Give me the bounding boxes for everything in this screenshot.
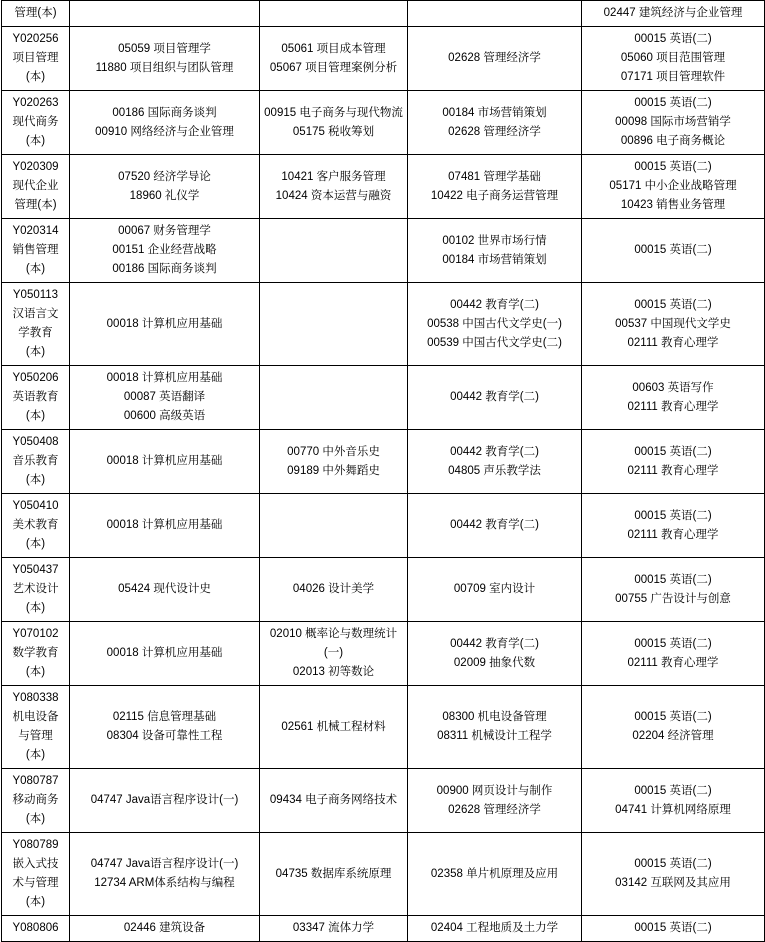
cell-line: 管理(本) <box>14 199 57 211</box>
subject-cell-3 <box>408 283 582 366</box>
subject-cell-2 <box>260 833 408 916</box>
subject-cell-2 <box>260 558 408 622</box>
table-row <box>2 366 765 430</box>
cell-line: (本) <box>25 749 46 761</box>
subject-cell-2 <box>260 91 408 155</box>
cell-line: 学教育 <box>18 327 53 339</box>
cell-line: 02561 机械工程材料 <box>281 720 386 733</box>
cell-line: 02111 教育心理学 <box>627 656 719 669</box>
subject-cell-1 <box>70 558 260 622</box>
subject-cell-1 <box>70 686 260 769</box>
cell-line: 00015 英语(二) <box>634 244 712 256</box>
subject-cell-3 <box>408 91 582 155</box>
major-cell <box>2 219 70 283</box>
cell-line: 04805 声乐教学法 <box>448 464 541 477</box>
subject-cell-2 <box>260 219 408 283</box>
subject-cell-2 <box>260 27 408 91</box>
cell-line: Y050206 <box>12 372 59 384</box>
cell-line: 艺术设计 <box>12 583 59 595</box>
cell-line: 00770 中外音乐史 <box>287 445 380 458</box>
cell-line: 02628 管理经济学 <box>448 803 541 816</box>
subject-cell-2 <box>260 430 408 494</box>
cell-line: 术与管理 <box>12 877 59 889</box>
subject-cell-3 <box>408 366 582 430</box>
cell-line: 00900 网页设计与制作 <box>436 784 553 797</box>
subject-cell-3 <box>408 27 582 91</box>
major-cell <box>2 430 70 494</box>
table-row <box>2 430 765 494</box>
subject-cell-1 <box>70 283 260 366</box>
cell-line: (本) <box>25 135 46 147</box>
major-cell <box>2 1 70 27</box>
cell-line: Y020314 <box>12 225 59 237</box>
cell-line: (本) <box>25 346 46 358</box>
subject-cell-2 <box>260 686 408 769</box>
cell-line: (本) <box>25 263 46 275</box>
subject-cell-4 <box>582 558 765 622</box>
cell-line: 00018 计算机应用基础 <box>106 455 223 467</box>
cell-line: 02013 初等数论 <box>292 666 375 678</box>
table-row <box>2 283 765 366</box>
cell-line: (本) <box>25 896 46 908</box>
table-row <box>2 686 765 769</box>
subject-cell-4 <box>582 91 765 155</box>
table-row <box>2 1 765 27</box>
cell-line: 嵌入式技 <box>12 858 59 870</box>
cell-line: 12734 ARM体系结构与编程 <box>94 877 235 889</box>
cell-line: 02010 概率论与数理统计 <box>269 628 398 640</box>
cell-line: 05424 现代设计史 <box>118 583 211 595</box>
major-cell <box>2 91 70 155</box>
cell-line: 10423 销售业务管理 <box>620 199 726 211</box>
subject-cell-2 <box>260 283 408 366</box>
subject-cell-1 <box>70 622 260 686</box>
subject-cell-3 <box>408 430 582 494</box>
cell-line: 00442 教育学(二) <box>450 519 539 531</box>
cell-line: 00184 市场营销策划 <box>442 106 547 119</box>
cell-line: 现代企业 <box>12 180 59 192</box>
subject-cell-1 <box>70 769 260 833</box>
subject-cell-1 <box>70 27 260 91</box>
major-cell <box>2 366 70 430</box>
major-cell <box>2 283 70 366</box>
exam-schedule-table <box>1 0 765 942</box>
cell-line: 00015 英语(二) <box>634 298 712 311</box>
cell-line: 04747 Java语言程序设计(一) <box>90 794 239 806</box>
cell-line: 00015 英语(二) <box>634 573 712 586</box>
subject-cell-2 <box>260 366 408 430</box>
cell-line: 00098 国际市场营销学 <box>615 116 731 128</box>
cell-line: 00538 中国古代文学史(一) <box>427 317 562 330</box>
subject-cell-4 <box>582 27 765 91</box>
cell-line: 美术教育 <box>12 519 59 531</box>
subject-cell-1 <box>70 155 260 219</box>
cell-line: 02115 信息管理基础 <box>112 711 217 723</box>
cell-line: 00442 教育学(二) <box>450 445 539 458</box>
cell-line: 11880 项目组织与团队管理 <box>95 61 234 74</box>
cell-line: Y050408 <box>12 436 59 448</box>
cell-line: 02447 建筑经济与企业管理 <box>603 7 743 19</box>
cell-line: 00537 中国现代文学史 <box>615 317 731 330</box>
cell-line: 00015 英语(二) <box>634 509 712 522</box>
cell-line: 03142 互联网及其应用 <box>615 877 731 889</box>
cell-line: 00015 英语(二) <box>634 33 712 45</box>
cell-line: 00755 广告设计与创意 <box>615 592 731 605</box>
major-cell <box>2 833 70 916</box>
subject-cell-4 <box>582 833 765 916</box>
subject-cell-3 <box>408 916 582 942</box>
cell-line: 汉语言文 <box>12 308 59 320</box>
subject-cell-3 <box>408 494 582 558</box>
cell-line: 00102 世界市场行情 <box>442 234 547 247</box>
major-cell <box>2 27 70 91</box>
cell-line: 04747 Java语言程序设计(一) <box>90 858 239 870</box>
subject-cell-3 <box>408 219 582 283</box>
cell-line: 00018 计算机应用基础 <box>106 519 223 531</box>
cell-line: 00151 企业经营战略 <box>112 244 217 256</box>
major-cell <box>2 769 70 833</box>
table-row <box>2 769 765 833</box>
major-cell <box>2 494 70 558</box>
cell-line: 00915 电子商务与现代物流 <box>264 106 403 119</box>
cell-line: 05175 税收筹划 <box>292 125 375 138</box>
cell-line: 00539 中国古代文学史(二) <box>427 336 562 349</box>
cell-line: Y020309 <box>12 161 59 173</box>
major-cell <box>2 558 70 622</box>
subject-cell-3 <box>408 558 582 622</box>
cell-line: Y050437 <box>12 564 59 576</box>
cell-line: 08300 机电设备管理 <box>442 711 547 723</box>
cell-line: 00442 教育学(二) <box>450 391 539 403</box>
subject-cell-1 <box>70 219 260 283</box>
cell-line: Y020263 <box>12 97 59 109</box>
cell-line: 02204 经济管理 <box>632 730 714 742</box>
major-cell <box>2 916 70 942</box>
cell-line: 00015 英语(二) <box>634 161 712 173</box>
subject-cell-2 <box>260 916 408 942</box>
cell-line: 07520 经济学导论 <box>118 170 211 183</box>
cell-line: 03347 流体力学 <box>292 922 375 934</box>
cell-line: 02111 教育心理学 <box>627 400 719 413</box>
subject-cell-3 <box>408 833 582 916</box>
major-cell <box>2 155 70 219</box>
cell-line: 09189 中外舞蹈史 <box>287 464 380 477</box>
cell-line: 05171 中小企业战略管理 <box>609 180 737 192</box>
cell-line: 现代商务 <box>12 116 59 128</box>
table-row <box>2 155 765 219</box>
subject-cell-1 <box>70 1 260 27</box>
subject-cell-4 <box>582 366 765 430</box>
cell-line: (本) <box>25 538 46 550</box>
cell-line: 00184 市场营销策划 <box>442 253 547 266</box>
cell-line: (本) <box>25 602 46 614</box>
cell-line: 机电设备 <box>12 711 59 723</box>
cell-line: 08304 设备可靠性工程 <box>106 730 223 742</box>
empty-cell <box>262 315 405 334</box>
cell-line: 02446 建筑设备 <box>123 922 206 934</box>
subject-cell-1 <box>70 494 260 558</box>
cell-line: 00018 计算机应用基础 <box>106 372 223 384</box>
cell-line: 04735 数据库系统原理 <box>275 867 392 880</box>
subject-cell-4 <box>582 219 765 283</box>
cell-line: Y080789 <box>12 839 59 851</box>
cell-line: 05059 项目管理学 <box>118 42 211 55</box>
cell-line: 00015 英语(二) <box>634 858 712 870</box>
major-cell <box>2 622 70 686</box>
table-row <box>2 219 765 283</box>
table-row <box>2 833 765 916</box>
empty-cell <box>72 4 257 23</box>
subject-cell-4 <box>582 686 765 769</box>
table-row <box>2 916 765 942</box>
cell-line: 18960 礼仪学 <box>129 189 200 202</box>
cell-line: 00015 英语(二) <box>634 445 712 458</box>
subject-cell-3 <box>408 769 582 833</box>
subject-cell-3 <box>408 622 582 686</box>
cell-line: 与管理 <box>18 730 53 742</box>
cell-line: 00186 国际商务谈判 <box>112 263 217 275</box>
cell-line: 音乐教育 <box>12 455 59 467</box>
cell-line: 02111 教育心理学 <box>627 528 719 541</box>
cell-line: 英语教育 <box>12 391 59 403</box>
cell-line: 05060 项目范围管理 <box>620 52 726 64</box>
subject-cell-3 <box>408 686 582 769</box>
subject-cell-1 <box>70 430 260 494</box>
cell-line: 00910 网络经济与企业管理 <box>95 125 234 138</box>
cell-line: Y080787 <box>12 775 59 787</box>
cell-line: 10421 客户服务管理 <box>281 170 386 183</box>
subject-cell-4 <box>582 494 765 558</box>
cell-line: 00709 室内设计 <box>453 583 536 595</box>
cell-line: 07481 管理学基础 <box>448 170 541 183</box>
cell-line: 项目管理 <box>12 52 59 64</box>
cell-line: 00896 电子商务概论 <box>620 135 726 147</box>
cell-line: Y050410 <box>12 500 59 512</box>
subject-cell-4 <box>582 622 765 686</box>
cell-line: (本) <box>25 71 46 83</box>
subject-cell-3 <box>408 1 582 27</box>
cell-line: 数学教育 <box>12 647 59 659</box>
table-row <box>2 494 765 558</box>
cell-line: 04741 计算机网络原理 <box>615 803 731 816</box>
cell-line: 00603 英语写作 <box>632 381 714 394</box>
cell-line: 10422 电子商务运营管理 <box>430 189 559 202</box>
subject-cell-2 <box>260 155 408 219</box>
empty-cell <box>262 241 405 260</box>
cell-line: 00442 教育学(二) <box>450 637 539 650</box>
cell-line: 05067 项目管理案例分析 <box>269 61 398 74</box>
cell-line: (本) <box>25 813 46 825</box>
cell-line: Y020256 <box>12 33 59 45</box>
empty-cell <box>262 388 405 407</box>
cell-line: Y050113 <box>12 289 59 301</box>
cell-line: 08311 机械设计工程学 <box>437 730 552 742</box>
subject-cell-1 <box>70 366 260 430</box>
cell-line: 00015 英语(二) <box>634 97 712 109</box>
subject-cell-4 <box>582 1 765 27</box>
cell-line: 00015 英语(二) <box>634 637 712 650</box>
cell-line: Y070102 <box>12 628 59 640</box>
subject-cell-3 <box>408 155 582 219</box>
cell-line: (一) <box>323 647 344 659</box>
cell-line: 00018 计算机应用基础 <box>106 317 223 330</box>
cell-line: 销售管理 <box>12 244 59 256</box>
cell-line: 07171 项目管理软件 <box>620 71 726 83</box>
empty-cell <box>262 4 405 23</box>
subject-cell-4 <box>582 769 765 833</box>
cell-line: 00015 英语(二) <box>634 711 712 723</box>
cell-line: 00600 高级英语 <box>123 410 206 422</box>
subject-cell-4 <box>582 430 765 494</box>
table-body <box>2 1 765 942</box>
cell-line: 02628 管理经济学 <box>448 125 541 138</box>
empty-cell <box>262 516 405 535</box>
cell-line: 00087 英语翻译 <box>123 391 206 403</box>
subject-cell-1 <box>70 916 260 942</box>
cell-line: 02628 管理经济学 <box>448 52 541 64</box>
cell-line: 00067 财务管理学 <box>118 225 211 237</box>
cell-line: (本) <box>25 474 46 486</box>
cell-line: 00186 国际商务谈判 <box>112 106 217 119</box>
subject-cell-2 <box>260 769 408 833</box>
cell-line: 00442 教育学(二) <box>450 298 539 311</box>
subject-cell-2 <box>260 494 408 558</box>
cell-line: 00018 计算机应用基础 <box>106 647 223 659</box>
cell-line: (本) <box>25 410 46 422</box>
cell-line: 00015 英语(二) <box>634 784 712 797</box>
cell-line: 02111 教育心理学 <box>627 464 719 477</box>
cell-line: Y080338 <box>12 692 59 704</box>
subject-cell-1 <box>70 833 260 916</box>
cell-line: (本) <box>25 666 46 678</box>
cell-line: 02404 工程地质及土力学 <box>430 922 559 934</box>
table-row <box>2 27 765 91</box>
cell-line: 02009 抽象代数 <box>453 656 536 669</box>
subject-cell-2 <box>260 622 408 686</box>
cell-line: 04026 设计美学 <box>292 583 375 595</box>
subject-cell-4 <box>582 283 765 366</box>
cell-line: 05061 项目成本管理 <box>281 42 386 55</box>
empty-cell <box>410 4 579 23</box>
cell-line: 00015 英语(二) <box>634 922 712 934</box>
cell-line: 移动商务 <box>12 794 59 806</box>
cell-line: 02111 教育心理学 <box>627 336 719 349</box>
table-row <box>2 91 765 155</box>
subject-cell-1 <box>70 91 260 155</box>
table-row <box>2 558 765 622</box>
cell-line: 管理(本) <box>14 7 57 19</box>
subject-cell-2 <box>260 1 408 27</box>
cell-line: Y080806 <box>12 922 59 934</box>
cell-line: 10424 资本运营与融资 <box>275 189 392 202</box>
table-row <box>2 622 765 686</box>
cell-line: 09434 电子商务网络技术 <box>269 794 398 806</box>
subject-cell-4 <box>582 916 765 942</box>
subject-cell-4 <box>582 155 765 219</box>
major-cell <box>2 686 70 769</box>
cell-line: 02358 单片机原理及应用 <box>430 867 559 880</box>
